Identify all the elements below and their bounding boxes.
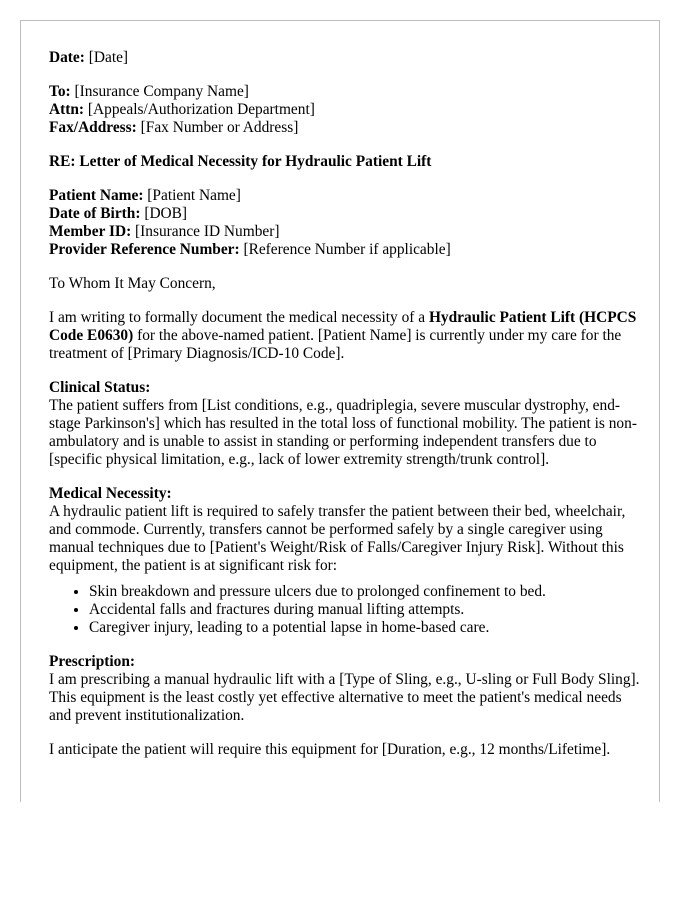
reference-line: [49, 241, 643, 259]
subject-line: RE: Letter of Medical Necessity for Hydraulic Patient Lift: [49, 153, 432, 170]
medical-necessity-heading: Medical Necessity:: [49, 485, 172, 502]
clinical-status-section: [49, 379, 643, 469]
fax-label: Fax/Address:: [49, 119, 137, 136]
closing-paragraph: I anticipate the patient will require this equipment for [Duration, e.g., 12 months/Lifetime].: [49, 741, 611, 758]
attn-line: [49, 101, 643, 119]
patient-info-block: [49, 187, 643, 259]
prescription-body: I am prescribing a manual hydraulic lift with a [Type of Sling, e.g., U-sling or Full Body Sling]. This equipment is the least costly yet effective alternative to meet the patient's medical needs and prevent institutionalization.: [49, 671, 640, 724]
dob-value: [DOB]: [140, 205, 188, 222]
clinical-status-heading: Clinical Status:: [49, 379, 151, 396]
member-id-label: Member ID:: [49, 223, 132, 240]
fax-value: [Fax Number or Address]: [136, 119, 299, 136]
fax-line: [49, 119, 643, 137]
reference-value: [Reference Number if applicable]: [239, 241, 451, 258]
member-id-line: [49, 223, 643, 241]
recipient-block: [49, 83, 643, 137]
medical-necessity-body: A hydraulic patient lift is required to safely transfer the patient between their bed, wheelchair, and commode. Currently, transfers cannot be performed safely by a single caregiver using manual techniques due to [Patient's Weight/Risk of Falls/Caregiver Injury Risk]. Without this equipment, the patient is at significant risk for:: [49, 503, 626, 574]
list-item: • Accidental falls and fractures during manual lifting attempts.: [89, 601, 643, 619]
patient-name-label: Patient Name:: [49, 187, 144, 204]
reference-label: Provider Reference Number:: [49, 241, 240, 258]
risk-list: [49, 583, 643, 637]
date-line: [49, 49, 643, 67]
to-line: [49, 83, 643, 101]
clinical-status-body: The patient suffers from [List conditions, e.g., quadriplegia, severe muscular dystrophy, end-stage Parkinson's] which has resulted in the total loss of functional mobility. The patient is non-ambulatory and is unable to assist in standing or performing independent transfers due to [specific physical limitation, e.g., lack of lower extremity strength/trunk control].: [49, 397, 637, 468]
dob-line: [49, 205, 643, 223]
letter-body: [49, 49, 643, 775]
to-value: [Insurance Company Name]: [70, 83, 249, 100]
attn-label: Attn:: [49, 101, 85, 118]
dob-label: Date of Birth:: [49, 205, 141, 222]
list-item: • Caregiver injury, leading to a potential lapse in home-based care.: [89, 619, 643, 637]
intro-text-1: I am writing to formally document the medical necessity of a: [49, 309, 429, 326]
date-value: [Date]: [84, 49, 129, 66]
salutation: To Whom It May Concern,: [49, 275, 216, 292]
member-id-value: [Insurance ID Number]: [131, 223, 280, 240]
date-label: Date:: [49, 49, 85, 66]
letter-page: [20, 20, 660, 802]
attn-value: [Appeals/Authorization Department]: [84, 101, 315, 118]
medical-necessity-section: [49, 485, 643, 575]
intro-paragraph: [49, 309, 643, 363]
patient-name-line: [49, 187, 643, 205]
prescription-section: [49, 653, 643, 725]
intro-text-2: for the above-named patient. [Patient Name] is currently under my care for the treatment of [Primary Diagnosis/ICD-10 Code].: [49, 327, 622, 362]
intro-device-name: Hydraulic Patient Lift (HCPCS Code E0630): [49, 309, 637, 344]
patient-name-value: [Patient Name]: [143, 187, 241, 204]
list-item: • Skin breakdown and pressure ulcers due to prolonged confinement to bed.: [89, 583, 643, 601]
prescription-heading: Prescription:: [49, 653, 136, 670]
to-label: To:: [49, 83, 71, 100]
